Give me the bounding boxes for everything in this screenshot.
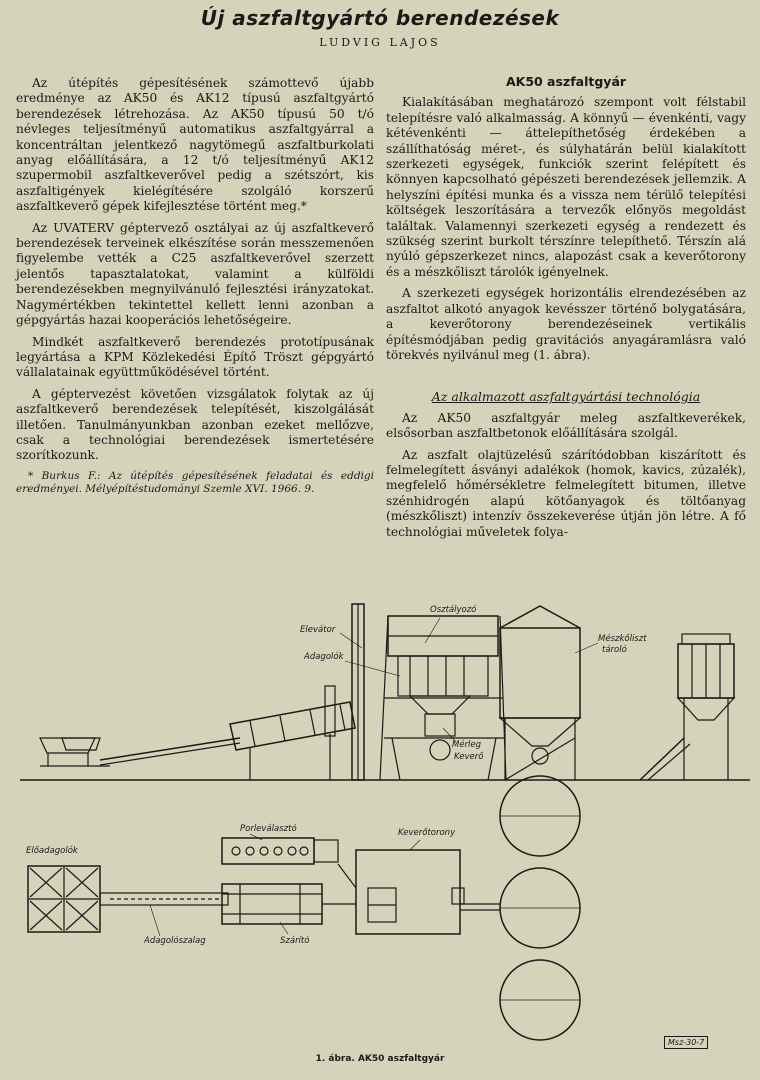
plan-view [28, 776, 580, 1040]
label-meszkoliszt: Mészkőliszt [598, 634, 647, 644]
label-keverotorony: Keverőtorony [398, 828, 456, 838]
figure-ak50-plant [0, 588, 760, 1058]
right-paragraph-2: A szerkezeti egységek horizontális elrendezésében az aszfaltot alkotó anyagok kevésszer történő bolygatására, a keverőtorony berendezéseinek vertikális építésmódjában pedig gravitációs anyagáramlásra való törekvés nyilvánul meg (1. ábra). [386, 286, 746, 362]
label-osztalyozo: Osztályozó [430, 605, 477, 615]
right-column [386, 62, 746, 546]
drawing-stamp: Msz-30-7 [664, 1036, 708, 1049]
right-paragraph-4: Az aszfalt olajtüzelésű szárítódobban kiszárított és felmelegített ásványi adalékok (homok, kavics, zúzalék), megfelelő hőmérsékletre felmelegített bitumen, illetve szénhidrogén alapú kötőanyagok és töltőanyag (mészkőliszt) intenzív összekeverése útján jön létre. A fő technológiai műveletek folya- [386, 447, 746, 539]
label-kevero: Keverő [454, 752, 484, 762]
label-adagoloszalag: Adagolószalag [144, 936, 206, 946]
left-paragraph-1: Az útépítés gépesítésének számottevő újabb eredménye az AK50 és AK12 típusú aszfaltgyártó berendezések létrehozása. Az AK50 típusú 50 t/ó névleges teljesítményű automatikus aszfaltgyárral a koncentráltan jelentkező nagytömegű aszfaltburkolati anyag előállítására, a 12 t/ó teljesítményű AK12 szupermobil aszfaltkeverővel pedig a szétszórt, kis aszfaltigények kielégítésére szolgáló korszerű aszfaltkeverő gépek kifejlesztése történt meg.* [16, 76, 374, 214]
left-paragraph-3: Mindkét aszfaltkeverő berendezés prototípusának legyártása a KPM Közlekedési Építő Tröszt gépgyártó vállalatainak együttműködésével történt. [16, 334, 374, 380]
subsection-title: Az alkalmazott aszfaltgyártási technológia [431, 389, 701, 405]
section-title: AK50 aszfaltgyár [505, 74, 627, 89]
elevation-view [20, 604, 750, 780]
label-porlevalaszto: Porleválasztó [240, 824, 297, 834]
figure-caption: 1. ábra. AK50 aszfaltgyár [315, 1054, 445, 1064]
left-paragraph-2: Az UVATERV géptervező osztályai az új aszfaltkeverő berendezések terveinek elkészítése során messzemenően figyelembe vették a C25 aszfaltkeverővel szerzett jelentős tapasztalatokat, valamint a külföldi berendezésekben megnyilvánuló fejlesztési irányzatokat. Nagymértékben tekintettel kellett lenni azonban a gépgyártás hazai kooperációs lehetőségeire. [16, 220, 374, 328]
footnote: * Burkus F.: Az útépítés gépesítésének feladatai és eddigi eredményei. Mélyépítéstudományi Szemle XVI. 1966. 9. [16, 469, 374, 495]
label-szarito: Szárító [280, 936, 310, 946]
left-paragraph-4: A géptervezést követően vizsgálatok folytak az új aszfaltkeverő berendezések telepítését, kiszolgálását illetően. Tanulmányunkban azonban ezeket mellőzve, csak a technológiai berendezések ismertetésére szorítkozunk. [16, 386, 374, 463]
label-meleg: Mérleg [452, 740, 482, 750]
right-paragraph-3: Az AK50 aszfaltgyár meleg aszfaltkeverékek, elsősorban aszfaltbetonok előállítására szolgál. [386, 410, 746, 441]
label-elevator: Elevátor [300, 625, 336, 635]
article-author: LUDVIG LAJOS [319, 36, 441, 49]
article-title: Új aszfaltgyártó berendezések [200, 6, 560, 30]
label-adagolok: Adagolók [304, 652, 344, 662]
label-eloadagolok: Előadagolók [26, 846, 78, 856]
plant-drawing [0, 588, 760, 1058]
right-paragraph-1: Kialakításában meghatározó szempont volt félstabil telepítésre való alkalmasság. A könnyű — évenkénti, vagy kétévenkénti — áttelepíthetőség érdekében a szállíthatóság méret-, és súlyhatárán belül kialakított szerkezeti egységek, funkciók szerint felépített és könnyen kapcsolható gépészeti berendezések jellemzik. A helyszíni építési munka és a vissza nem térülő telepítési költségek leszorítására a tervezők előnyös megoldást találtak. Valamennyi szerkezeti egység a rendezett és szükség szerint burkolt térszínre telepíthető. Térszín alá nyúló gépszerkezet nincs, alapozást csak a keverőtorony és a mészkőliszt tárolók igényelnek. [386, 95, 746, 279]
label-tarolo: tároló [602, 645, 627, 655]
left-column [16, 76, 374, 502]
